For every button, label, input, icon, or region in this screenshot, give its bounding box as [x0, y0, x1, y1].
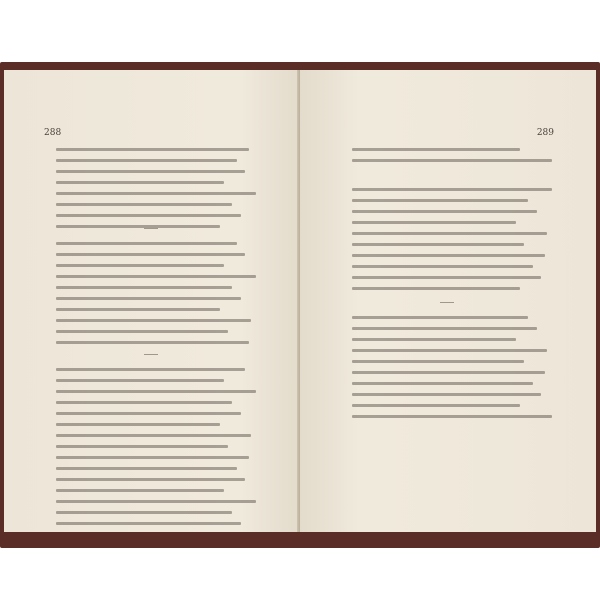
right-stanza-1 — [352, 148, 562, 170]
text-line — [56, 489, 224, 492]
text-line — [352, 393, 541, 396]
text-line — [56, 181, 224, 184]
text-line — [56, 522, 241, 525]
text-line — [352, 404, 520, 407]
text-line — [352, 360, 524, 363]
stanza-separator — [440, 302, 454, 303]
stanza-separator — [144, 354, 158, 355]
stanza-separator — [144, 228, 158, 229]
text-line — [56, 170, 245, 173]
text-line — [56, 445, 228, 448]
text-line — [352, 199, 528, 202]
text-line — [56, 434, 251, 437]
text-line — [56, 467, 237, 470]
left-page — [4, 70, 300, 532]
text-line — [352, 148, 520, 151]
text-line — [352, 265, 533, 268]
left-stanza-3 — [56, 368, 266, 532]
text-line — [352, 415, 552, 418]
left-page-number: 288 — [44, 128, 62, 138]
text-line — [56, 511, 232, 514]
text-line — [56, 148, 249, 151]
text-line — [56, 368, 245, 371]
text-line — [56, 264, 224, 267]
right-page-number: 289 — [536, 128, 554, 138]
text-line — [56, 242, 237, 245]
text-line — [352, 349, 547, 352]
text-line — [352, 254, 545, 257]
right-page — [300, 70, 596, 532]
text-line — [56, 203, 232, 206]
text-line — [352, 159, 552, 162]
text-line — [56, 456, 249, 459]
text-line — [352, 232, 547, 235]
text-line — [352, 276, 541, 279]
text-line — [352, 316, 528, 319]
text-line — [352, 371, 545, 374]
text-line — [56, 379, 224, 382]
text-line — [56, 286, 232, 289]
right-stanza-2 — [352, 188, 562, 298]
text-line — [56, 423, 220, 426]
text-line — [56, 192, 256, 195]
text-line — [56, 341, 249, 344]
text-line — [56, 253, 245, 256]
text-line — [352, 210, 537, 213]
text-line — [56, 412, 241, 415]
text-line — [56, 319, 251, 322]
text-line — [56, 500, 256, 503]
text-line — [352, 327, 537, 330]
text-line — [352, 382, 533, 385]
text-line — [56, 330, 228, 333]
text-line — [352, 287, 520, 290]
left-stanza-2 — [56, 242, 266, 352]
text-line — [56, 390, 256, 393]
left-stanza-1 — [56, 148, 266, 236]
text-line — [56, 308, 220, 311]
text-line — [56, 275, 256, 278]
text-line — [56, 478, 245, 481]
text-line — [352, 243, 524, 246]
right-stanza-3 — [352, 316, 562, 426]
text-line — [352, 221, 516, 224]
text-line — [56, 225, 220, 228]
text-line — [352, 188, 552, 191]
text-line — [56, 214, 241, 217]
text-line — [56, 159, 237, 162]
text-line — [56, 297, 241, 300]
text-line — [56, 401, 232, 404]
text-line — [352, 338, 516, 341]
